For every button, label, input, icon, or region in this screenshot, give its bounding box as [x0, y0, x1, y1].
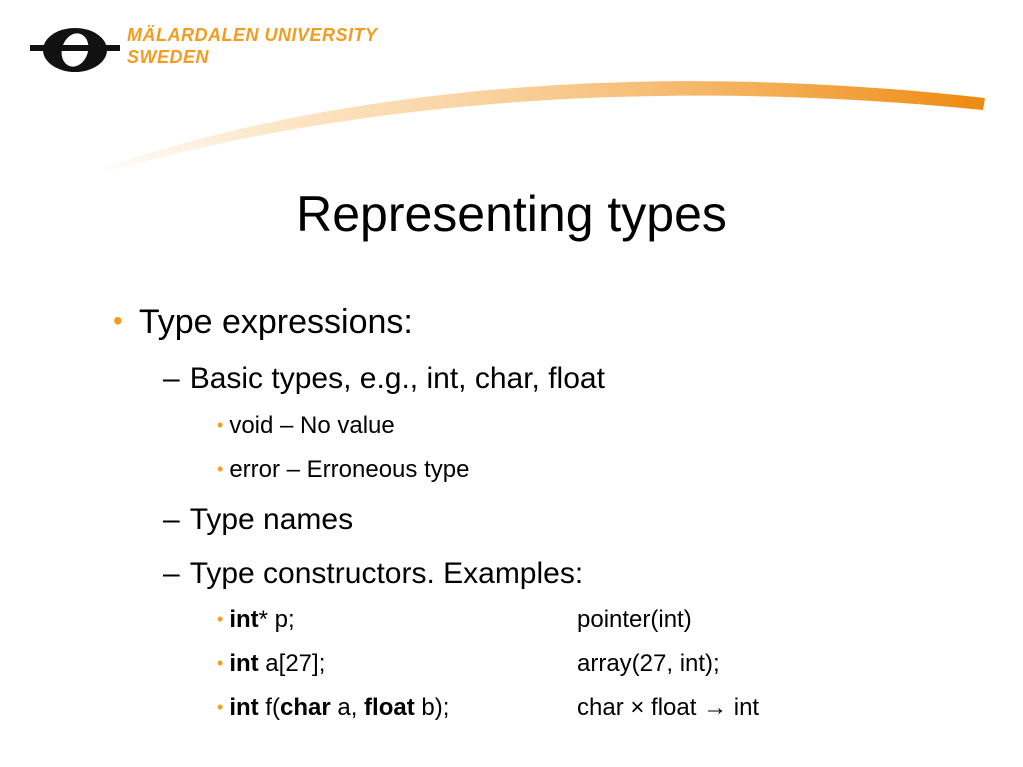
code-text: a[27]; — [258, 650, 326, 677]
subbullet-basic-types — [163, 362, 605, 396]
bullet-type-expressions — [113, 303, 413, 342]
dash-icon: – — [163, 362, 180, 395]
bullet-dot-icon: • — [217, 653, 224, 673]
university-logo — [30, 24, 120, 76]
example-function — [217, 694, 449, 722]
university-country: SWEDEN — [127, 47, 210, 67]
keyword: float — [364, 694, 415, 721]
example-pointer — [217, 606, 295, 634]
subbullet-text: Basic types, e.g., int, char, float — [189, 362, 605, 395]
example-function-result: char × float → int — [577, 694, 760, 721]
bullet-dot-icon: • — [217, 415, 224, 435]
subsubbullet-text: error – Erroneous type — [229, 456, 470, 483]
subsubbullet-error — [217, 456, 469, 484]
keyword: int — [229, 650, 259, 677]
subsubbullet-void — [217, 412, 395, 440]
example-array-result: array(27, int); — [577, 650, 720, 677]
code-text: * p; — [258, 606, 295, 633]
subbullet-text: Type names — [189, 503, 354, 536]
bullet-dot-icon: • — [217, 697, 224, 717]
example-array — [217, 650, 325, 678]
example-pointer-result: pointer(int) — [577, 606, 692, 633]
code-text: a, — [330, 694, 365, 721]
code-text: f( — [258, 694, 280, 721]
bullet-dot-icon: • — [113, 305, 123, 336]
subbullet-type-names — [163, 503, 353, 537]
subsubbullet-text: void – No value — [229, 412, 395, 439]
bullet-text: Type expressions: — [138, 303, 413, 341]
keyword: char — [279, 694, 331, 721]
slide-title: Representing types — [296, 186, 727, 242]
keyword: int — [229, 694, 259, 721]
university-name: MÄLARDALEN UNIVERSITY — [127, 25, 378, 45]
dash-icon: – — [163, 557, 180, 590]
subbullet-text: Type constructors. Examples: — [189, 557, 584, 590]
dash-icon: – — [163, 503, 180, 536]
bullet-dot-icon: • — [217, 459, 224, 479]
code-text: b); — [414, 694, 450, 721]
subbullet-type-constructors — [163, 557, 583, 591]
bullet-dot-icon: • — [217, 609, 224, 629]
keyword: int — [229, 606, 259, 633]
